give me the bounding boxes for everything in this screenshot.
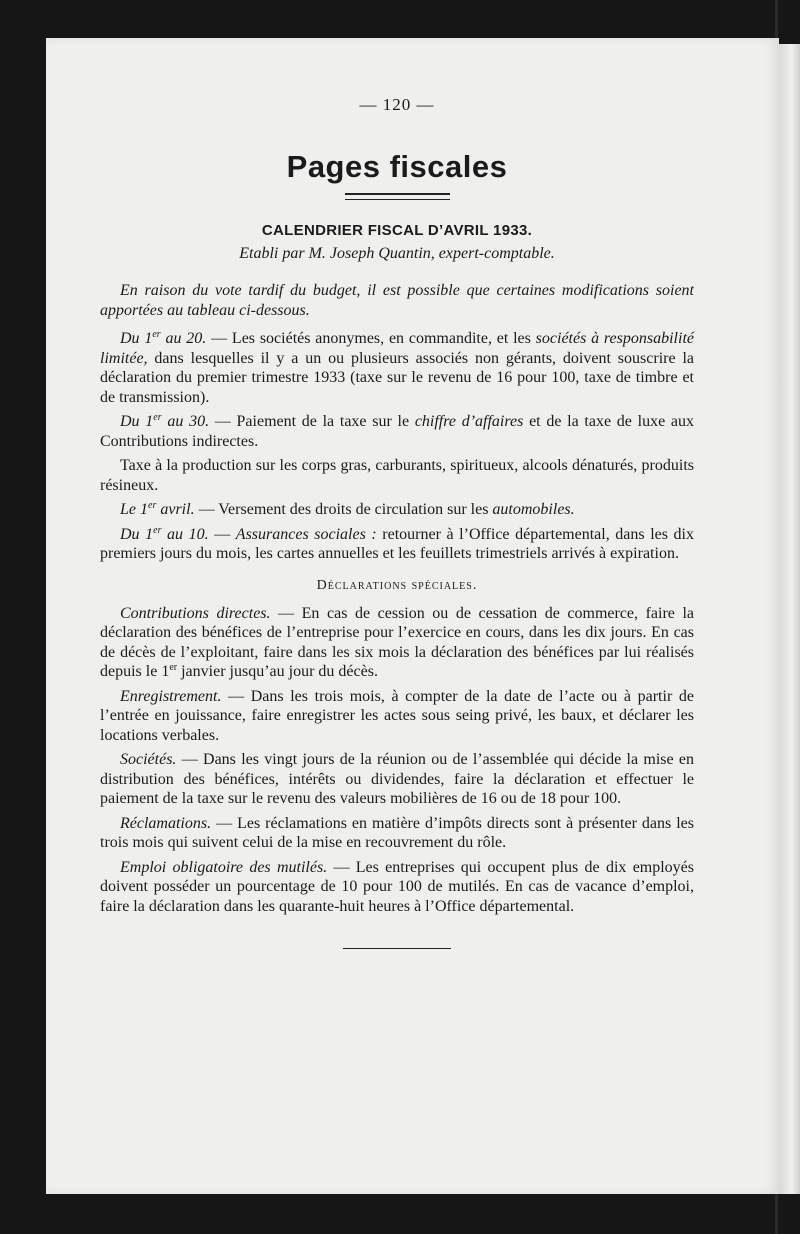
entry-date xyxy=(120,501,195,518)
entry-date-text: Du 1 xyxy=(120,330,153,347)
special-entry-text: janvier jusqu’au jour du décès. xyxy=(177,663,378,680)
entry-text: dans lesquelles il y a un ou plusieurs associés non gérants, doivent souscrire la déclaration du premier trimestre 1933 (taxe sur le revenu de 16 pour 100, taxe de timbre et de transmission). xyxy=(100,349,694,406)
calendar-entry xyxy=(100,329,694,407)
entry-date-sup: er xyxy=(152,329,161,340)
entry-date-sup: er xyxy=(153,524,162,536)
entry-text: — Paiement de la taxe sur le xyxy=(209,413,415,430)
entry-emphasis: chiffre d’affaires xyxy=(414,413,524,430)
entry-date-text: au 20. xyxy=(160,330,207,347)
special-entry-text: — Dans les trois mois, à compter de la date de l’acte ou à partir de l’entrée en jouissance, faire enregistrer les actes sous seing privé, les baux, et déclarer les locations verbales. xyxy=(100,687,694,744)
page-number: — 120 — xyxy=(359,95,435,114)
title-rule xyxy=(345,193,450,200)
entry-emphasis: automobiles. xyxy=(492,501,575,518)
special-entry-label: Réclamations. xyxy=(120,814,212,832)
page-edge xyxy=(779,44,800,1194)
entry-date-text: avril. xyxy=(156,501,195,518)
entry-date-text: Le 1 xyxy=(120,501,148,518)
entry-emphasis: Assurances sociales : xyxy=(235,525,377,543)
calendar-heading: CALENDRIER FISCAL D’AVRIL 1933. xyxy=(261,222,533,239)
entry-text: — xyxy=(208,525,236,543)
special-entry-label: Sociétés. xyxy=(120,751,177,768)
page-content xyxy=(100,95,694,949)
calendar-entry xyxy=(100,500,694,520)
calendar-entry: Taxe à la production sur les corps gras, carburants, spiritueux, alcools dénaturés, produits résineux. xyxy=(100,457,694,494)
special-entry xyxy=(100,604,694,682)
entry-date xyxy=(120,526,209,543)
byline: Etabli par M. Joseph Quantin, expert-comptable. xyxy=(239,245,555,262)
entry-date-text: Du 1 xyxy=(120,413,154,430)
special-entry-text: — Les réclamations en matière d’impôts directs sont à présenter dans les trois mois qui suivent celui de la mise en recouvrement du rôle. xyxy=(100,814,694,851)
special-entry xyxy=(100,687,694,746)
intro-paragraph: En raison du vote tardif du budget, il est possible que certaines modifications soient apportées au tableau ci-dessous. xyxy=(100,282,694,319)
special-entry-label: Contributions directes. xyxy=(120,604,271,622)
calendar-entry xyxy=(100,525,694,564)
special-entry-label: Enregistrement. xyxy=(120,687,222,705)
entry-date-sup: er xyxy=(148,500,157,511)
special-entry-text: — Les entreprises qui occupent plus de dix employés doivent posséder un pourcentage de 10 pour 100 de mutilés. En cas de vacance d’emploi, faire la déclaration dans les quarante-huit heures à l’Office départemental. xyxy=(100,858,695,915)
special-entry xyxy=(100,814,694,853)
special-entry xyxy=(100,750,694,809)
section-heading: Déclarations spéciales. xyxy=(316,577,478,593)
page-title: Pages fiscales xyxy=(286,149,508,184)
special-entry-text: — Dans les vingt jours de la réunion ou de l’assemblée qui décide la mise en distribution des bénéfices, intérêts ou dividendes, faire la déclaration et effectuer le paiement de la taxe sur le revenu des valeurs mobilières de 16 ou de 18 pour 100. xyxy=(100,751,694,807)
special-entry xyxy=(100,858,694,917)
calendar-entry xyxy=(100,412,694,451)
entry-date-sup: er xyxy=(153,412,162,423)
entry-date-text: Du 1 xyxy=(120,525,154,543)
entry-text: — Versement des droits de circulation sur les xyxy=(194,501,493,518)
special-entry-label: Emploi obligatoire des mutilés. xyxy=(120,858,328,876)
special-entry-sup: er xyxy=(169,662,178,673)
end-rule xyxy=(343,948,451,949)
entry-date xyxy=(120,330,206,347)
entry-emphasis: sociétés à responsabilité limitée, xyxy=(100,330,694,367)
entry-date-text: au 30. xyxy=(161,413,210,430)
entry-text: retourner à l’Office départemental, dans les dix premiers jours du mois, les cartes annuelles et les feuillets trimestriels arrivés à expiration. xyxy=(100,525,695,562)
entry-date xyxy=(120,413,209,430)
special-entry-text: — En cas de cession ou de cessation de commerce, faire la déclaration des bénéfices de l’entreprise pour l’exercice en cours, dans les dix jours. En cas de décès de l’exploitant, faire dans les six mois la déclaration des bénéfices par lui réalisés depuis le 1 xyxy=(100,604,695,680)
entry-date-text: au 10. xyxy=(161,525,209,543)
entry-text: — Les sociétés anonymes, en commandite, et les xyxy=(206,330,536,347)
entry-text: et de la taxe de luxe aux Contributions indirectes. xyxy=(100,413,695,450)
